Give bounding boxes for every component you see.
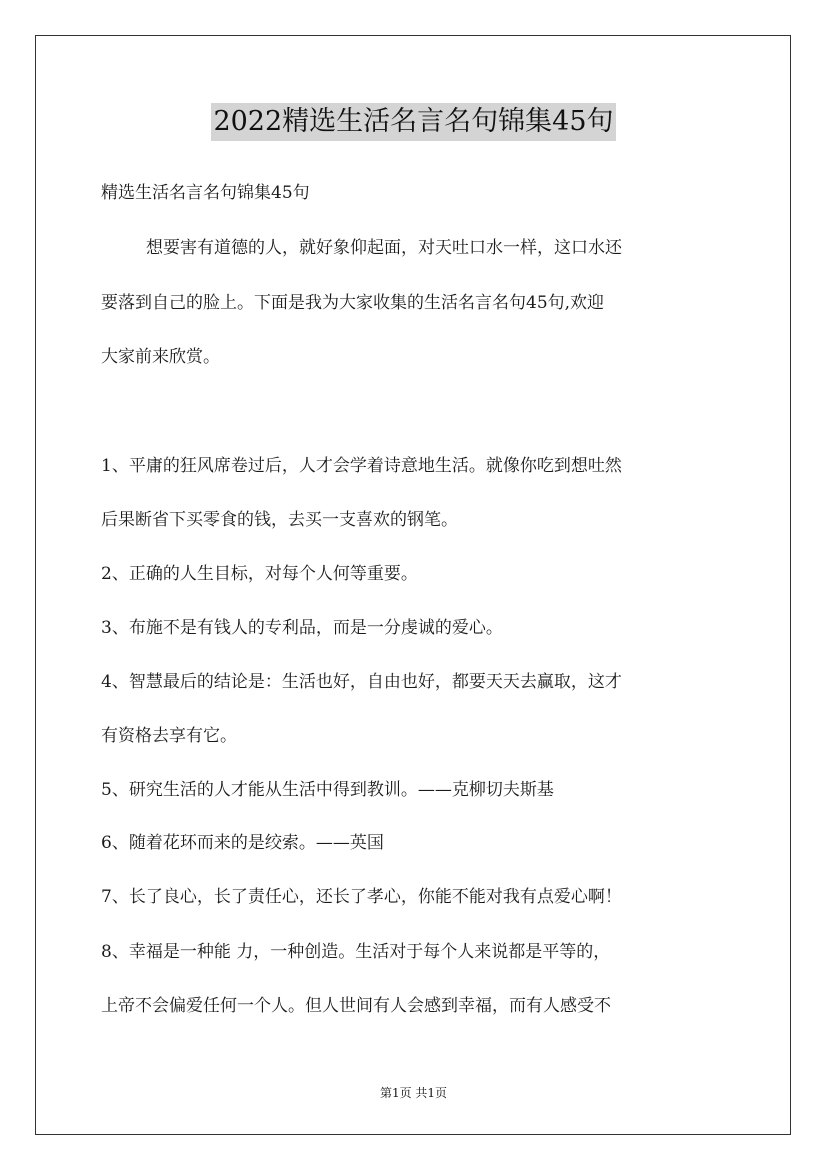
intro-line: 想要害有道德的人，就好象仰起面，对天吐口水一样，这口水还: [146, 238, 622, 258]
body-line: 4、智慧最后的结论是：生活也好，自由也好，都要天天去赢取，这才: [101, 672, 622, 692]
body-line: 有资格去享有它。: [101, 726, 237, 746]
body-line: 上帝不会偏爱任何一个人。但人世间有人会感到幸福，而有人感受不: [101, 996, 611, 1016]
page-footer: 第1页 共1页: [379, 1086, 448, 1100]
document-subtitle: 精选生活名言名句锦集45句: [101, 183, 310, 203]
body-line: 5、研究生活的人才能从生活中得到教训。——克柳切夫斯基: [101, 780, 554, 800]
body-line: 8、幸福是一种能 力，一种创造。生活对于每个人来说都是平等的，: [101, 942, 611, 962]
body-line: 1、平庸的狂风席卷过后，人才会学着诗意地生活。就像你吃到想吐然: [101, 456, 622, 476]
body-line: 3、布施不是有钱人的专利品，而是一分虔诚的爱心。: [101, 618, 503, 638]
body-line: 6、随着花环而来的是绞索。——英国: [101, 833, 384, 853]
body-line: 7、长了良心，长了责任心，还长了孝心，你能不能对我有点爱心啊！: [101, 887, 622, 907]
intro-line: 要落到自己的脸上。下面是我为大家收集的生活名言名句45句,欢迎: [101, 293, 605, 313]
body-line: 2、正确的人生目标，对每个人何等重要。: [101, 564, 418, 584]
document-title: 2022精选生活名言名句锦集45句: [211, 103, 615, 141]
body-line: 后果断省下买零食的钱，去买一支喜欢的钢笔。: [101, 510, 458, 530]
intro-line: 大家前来欣赏。: [101, 347, 220, 367]
title-wrap: [0, 103, 827, 141]
